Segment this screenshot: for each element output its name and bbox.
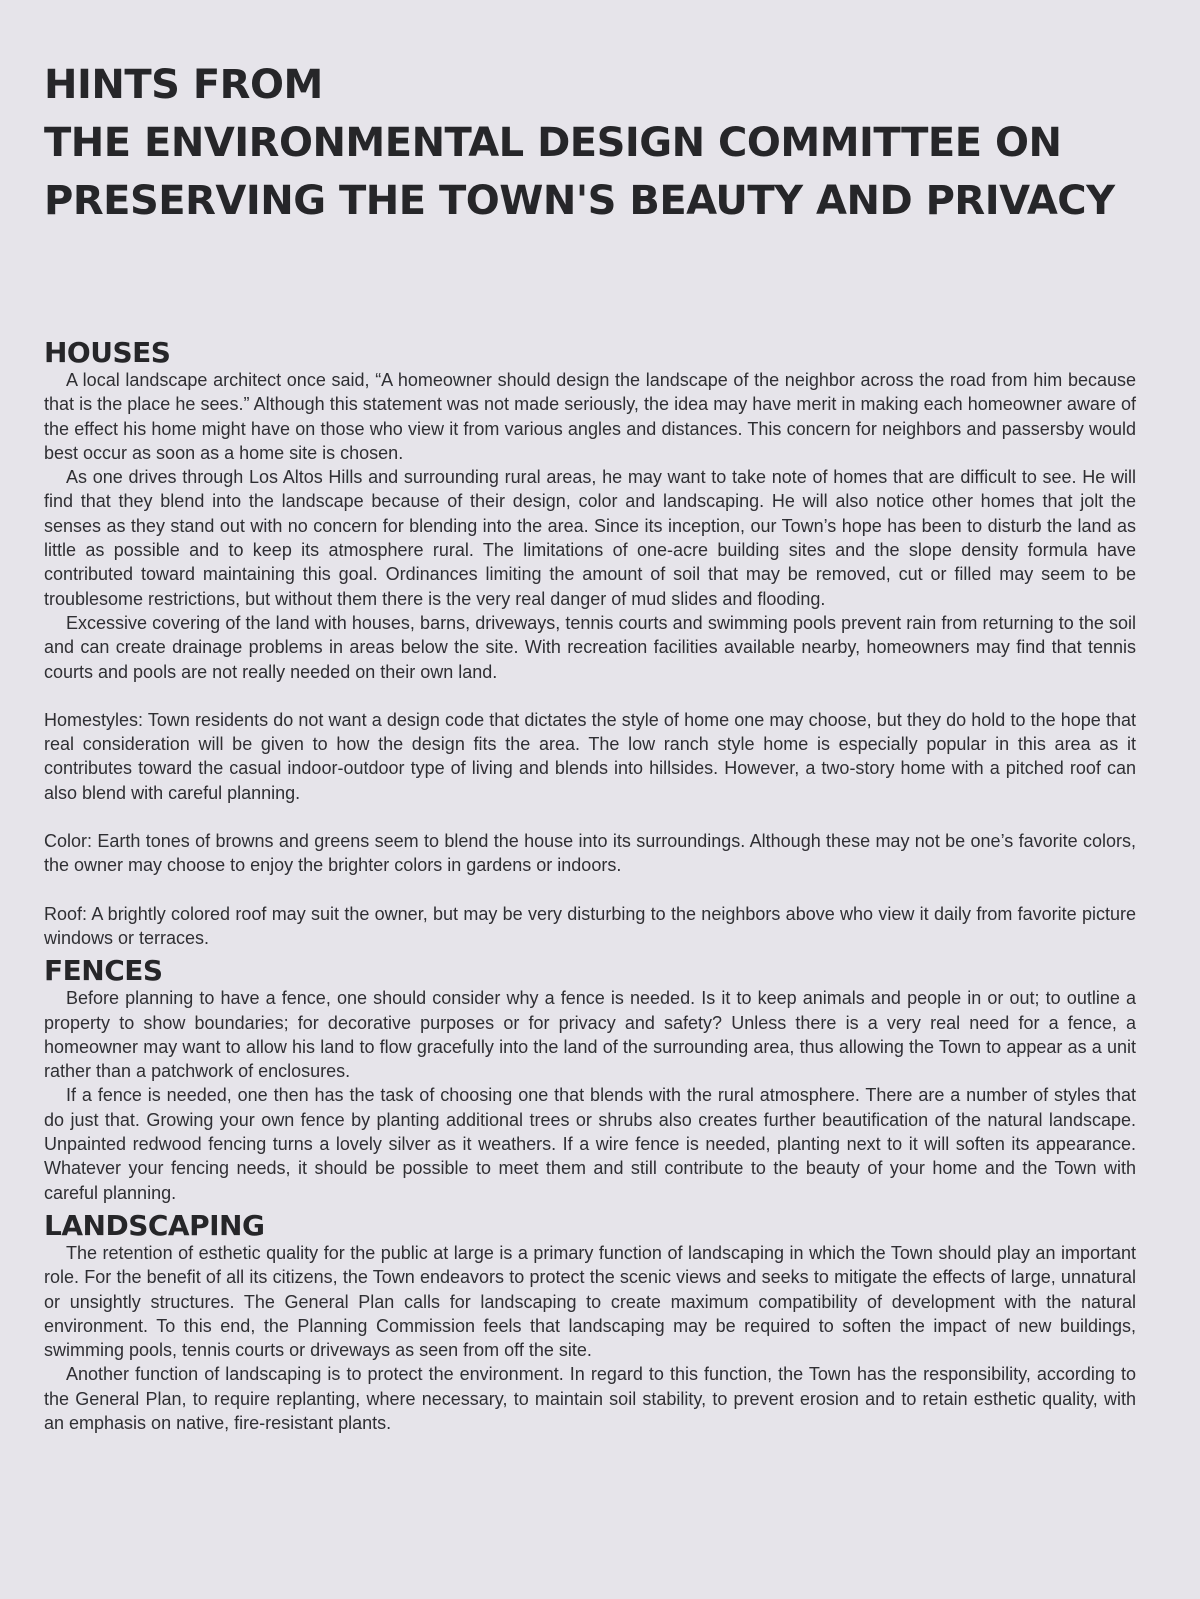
houses-section — [44, 338, 1136, 950]
roof-text: A brightly colored roof may suit the owner, but may be very disturbing to the neighbors above who view it daily from favorite picture windows or terraces. — [44, 903, 1136, 948]
title-line-3: PRESERVING THE TOWN'S BEAUTY AND PRIVACY — [44, 178, 1115, 224]
houses-heading: HOUSES — [44, 336, 171, 369]
houses-paragraph-1: A local landscape architect once said, “A homeowner should design the landscape of the neighbor across the road from him because that is the place he sees.” Although this statement was not made seriously, the idea may have merit in making each homeowner aware of the effect his home might have on those who view it from various angles and distances. This concern for neighbors and passersby would best occur as soon as a home site is chosen. — [44, 370, 1136, 463]
color-term: Color: — [44, 831, 93, 852]
houses-paragraph-2: As one drives through Los Altos Hills and surrounding rural areas, he may want to take note of homes that are difficult to see. He will find that they blend into the landscape because of their design, color and landscaping. He will also notice other homes that jolt the senses as they stand out with no concern for blending into the area. Since its inception, our Town’s hope has been to disturb the land as little as possible and to keep its atmosphere rural. The limitations of one-acre building sites and the slope density formula have contributed toward maintaining this goal. Ordinances limiting the amount of soil that may be removed, cut or filled may seem to be troublesome restrictions, but without them there is the very real danger of mud slides and flooding. — [44, 467, 1136, 609]
document-page — [44, 56, 1136, 1435]
houses-paragraph-3: Excessive covering of the land with houses, barns, driveways, tennis courts and swimming pools prevent rain from returning to the soil and can create drainage problems in areas below the site. With recreation facilities available nearby, homeowners may find that tennis courts and pools are not really needed on their own land. — [44, 612, 1136, 682]
color-text: Earth tones of browns and greens seem to blend the house into its surroundings. Although these may not be one’s favorite colors, the owner may choose to enjoy the brighter colors in gardens or indoors. — [44, 831, 1136, 876]
title-line-2: THE ENVIRONMENTAL DESIGN COMMITTEE ON — [44, 120, 1062, 166]
fences-heading: FENCES — [44, 954, 163, 988]
homestyles-text: Town residents do not want a design code that dictates the style of home one may choose, but they do hold to the hope that real consideration will be given to how the design fits the area. The low ranch style home is especially popular in this area as it contributes toward the casual indoor-outdoor type of living and blends into hillsides. However, a two-story home with a pitched roof can also blend with careful planning. — [44, 709, 1136, 803]
landscaping-heading: LANDSCAPING — [44, 1208, 265, 1242]
spacer — [44, 878, 1136, 902]
color-paragraph — [44, 829, 1136, 878]
page-title — [44, 56, 1136, 230]
landscaping-paragraph-1: The retention of esthetic quality for the public at large is a primary function of landscaping in which the Town should play an important role. For the benefit of all its citizens, the Town endeavors to protect the scenic views and seeks to mitigate the effects of large, unnatural or unsightly structures. The General Plan calls for landscaping to create maximum compatibility of development with the natural environment. To this end, the Planning Commission feels that landscaping may be required to soften the impact of new buildings, swimming pools, tennis courts or driveways as seen from off the site. — [44, 1242, 1136, 1361]
fences-paragraph-2: If a fence is needed, one then has the task of choosing one that blends with the rural atmosphere. There are a number of styles that do just that. Growing your own fence by planting additional trees or shrubs also creates further beautification of the natural landscape. Unpainted redwood fencing turns a lovely silver as it weathers. If a wire fence is needed, planting next to it will soften its appearance. Whatever your fencing needs, it should be possible to meet them and still contribute to the beauty of your home and the Town with careful planning. — [44, 1085, 1136, 1203]
spacer — [44, 684, 1136, 708]
roof-paragraph — [44, 902, 1136, 951]
landscaping-section — [44, 1208, 1136, 1435]
homestyles-term: Homestyles: — [44, 709, 144, 730]
title-spacer — [44, 230, 1136, 338]
roof-term: Roof: — [44, 903, 88, 924]
fences-paragraph-1: Before planning to have a fence, one should consider why a fence is needed. Is it to keep animals and people in or out; to outline a property to show boundaries; for decorative purposes or for privacy and safety? Unless there is a very real need for a fence, a homeowner may want to allow his land to flow gracefully into the land of the surrounding area, thus allowing the Town to appear as a unit rather than a patchwork of enclosures. — [44, 988, 1136, 1082]
fences-section — [44, 956, 1136, 1205]
homestyles-paragraph — [44, 708, 1136, 805]
title-line-1: HINTS FROM — [44, 62, 323, 108]
landscaping-paragraph-2: Another function of landscaping is to protect the environment. In regard to this function, the Town has the responsibility, according to the General Plan, to require replanting, where necessary, to maintain soil stability, to prevent erosion and to retain esthetic quality, with an emphasis on native, fire-resistant plants. — [44, 1364, 1136, 1433]
spacer — [44, 805, 1136, 829]
